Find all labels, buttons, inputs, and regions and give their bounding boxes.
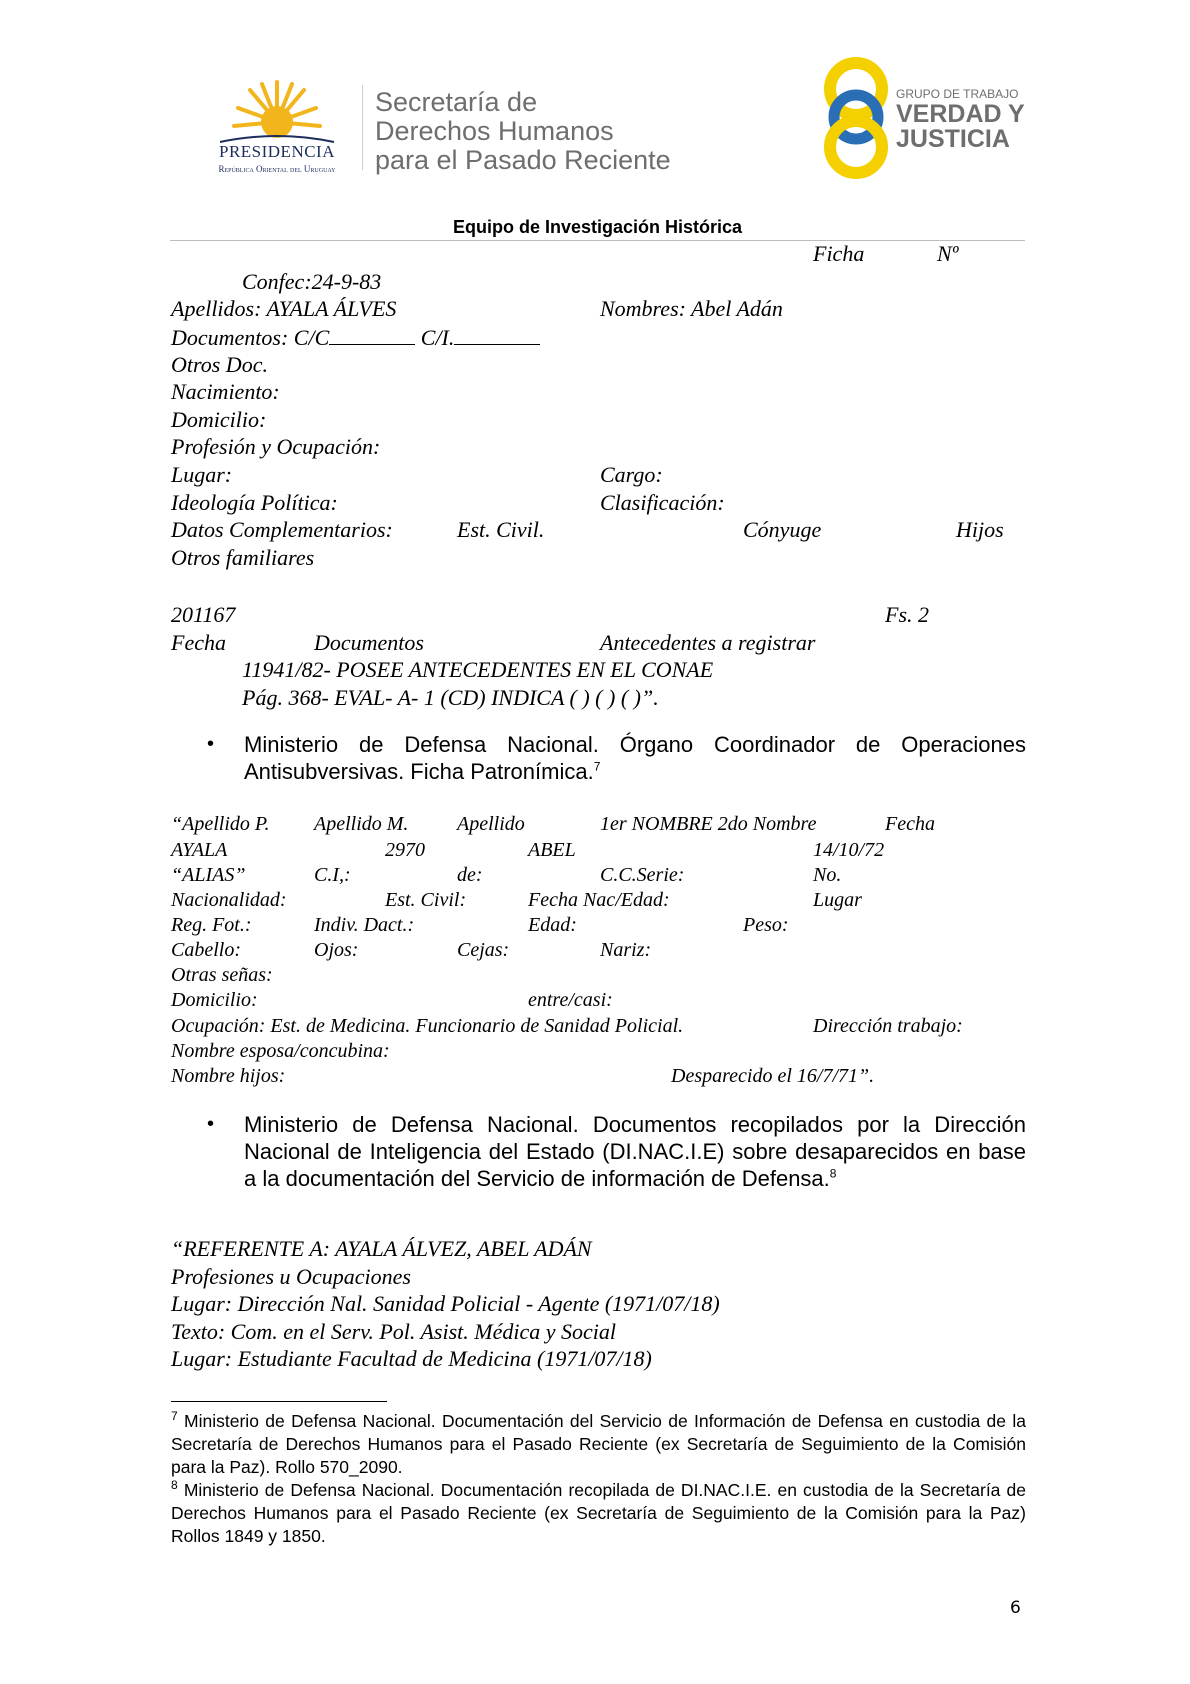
section-title: Equipo de Investigación Histórica — [452, 217, 743, 237]
ficha-number: 201167 — [171, 602, 236, 627]
pat-r1-c1: “Apellido P. — [171, 813, 270, 835]
pat-r9-c2: Dirección trabajo: — [813, 1015, 963, 1037]
footnote-separator — [171, 1401, 387, 1402]
secretaria-logo-text — [375, 88, 671, 175]
pat-r7: Otras señas: — [171, 964, 273, 986]
pat-r2-c3: ABEL — [528, 839, 576, 861]
footnote-8-number: 8 — [171, 1478, 178, 1493]
grupo-line-1: GRUPO DE TRABAJO — [896, 87, 1019, 101]
cargo-line: Cargo: — [600, 462, 663, 487]
bullet-1 — [244, 731, 1026, 785]
header-rule — [170, 240, 1025, 241]
documentos-cc-label: Documentos: C/C — [171, 325, 330, 350]
fs-label: Fs. 2 — [885, 602, 929, 627]
bullet-2-text: Ministerio de Defensa Nacional. Documentos recopilados por la Dirección Nacional de Inteligencia del Estado (DI.NAC.I.E) sobre desaparecidos en base a la documentación del Servicio de información de Defensa. — [244, 1112, 1026, 1191]
pat-r1-c5: Fecha — [885, 813, 935, 835]
referente-line-3: Lugar: Dirección Nal. Sanidad Policial - Agente (1971/07/18) — [171, 1291, 720, 1316]
profesion-line: Profesión y Ocupación: — [171, 434, 381, 459]
presidencia-text: PRESIDENCIA — [218, 142, 335, 161]
secretaria-line-1: Secretaría de — [375, 87, 538, 117]
pat-r3-c4: C.C.Serie: — [600, 864, 685, 886]
domicilio-line: Domicilio: — [171, 407, 267, 432]
clasificacion-line: Clasificación: — [600, 490, 725, 515]
verdad-justicia-logo — [820, 55, 1030, 180]
pat-r5-c2: Indiv. Dact.: — [314, 914, 415, 936]
pat-r5-c1: Reg. Fot.: — [171, 914, 252, 936]
footnote-7 — [171, 1410, 1026, 1479]
pat-r6-c1: Cabello: — [171, 939, 241, 961]
secretaria-line-3: para el Pasado Reciente — [375, 145, 671, 175]
republica-text: República Oriental del Uruguay — [218, 164, 336, 174]
bullet-dot-2: • — [207, 1113, 215, 1135]
otros-familiares-line: Otros familiares — [171, 545, 315, 570]
est-civil-label: Est. Civil. — [457, 517, 545, 542]
pat-r6-c2: Ojos: — [314, 939, 359, 961]
pat-r10: Nombre esposa/concubina: — [171, 1040, 390, 1062]
grupo-line-2: VERDAD Y — [896, 100, 1025, 128]
otros-doc-line: Otros Doc. — [171, 352, 268, 377]
referente-line-4: Texto: Com. en el Serv. Pol. Asist. Médica y Social — [171, 1319, 617, 1344]
documentos-line — [171, 324, 540, 351]
pat-r1-c2: Apellido M. — [314, 813, 409, 835]
bullet-2 — [244, 1111, 1026, 1192]
documentos-col-label: Documentos — [314, 630, 424, 655]
conyuge-label: Cónyuge — [743, 517, 822, 542]
nacimiento-line: Nacimiento: — [171, 379, 280, 404]
referente-line-5: Lugar: Estudiante Facultad de Medicina (1971/07/18) — [171, 1346, 652, 1371]
pat-r2-c4: 14/10/72 — [813, 839, 885, 861]
pat-r11-c1: Nombre hijos: — [171, 1065, 286, 1087]
footnote-ref-8: 8 — [829, 1166, 837, 1181]
pat-r2-c2: 2970 — [385, 839, 425, 861]
bullet-dot-1: • — [207, 733, 215, 755]
footnote-7-text: Ministerio de Defensa Nacional. Documentación del Servicio de Información de Defensa en custodia de la Secretaría de Derechos Humanos para el Pasado Reciente (ex Secretaría de Seguimiento de la Comisión para la Paz). Rollo 570_2090. — [171, 1411, 1026, 1477]
pat-r3-c3: de: — [457, 864, 483, 886]
pat-r5-c4: Peso: — [743, 914, 789, 936]
referente-line-2: Profesiones u Ocupaciones — [171, 1264, 411, 1289]
antecedente-entry-2: Pág. 368- EVAL- A- 1 (CD) INDICA ( ) ( ) ( )”. — [242, 685, 659, 710]
logo-divider — [362, 85, 363, 170]
ficha-label: Ficha — [813, 241, 865, 266]
pat-r4-c1: Nacionalidad: — [171, 889, 287, 911]
referente-line-1: “REFERENTE A: AYALA ÁLVEZ, ABEL ADÁN — [171, 1236, 592, 1261]
hijos-label: Hijos — [956, 517, 1004, 542]
antecedente-entry-1: 11941/82- POSEE ANTECEDENTES EN EL CONAE — [242, 657, 714, 682]
ci-blank — [454, 324, 540, 345]
pat-r1-c3: Apellido — [457, 813, 525, 835]
grupo-line-3: JUSTICIA — [896, 125, 1010, 153]
pat-r4-c2: Est. Civil: — [385, 889, 467, 911]
lugar-line: Lugar: — [171, 462, 233, 487]
footnote-ref-7: 7 — [593, 759, 601, 774]
pat-r9-c1: Ocupación: Est. de Medicina. Funcionario de Sanidad Policial. — [171, 1015, 684, 1037]
pat-r3-c1: “ALIAS” — [171, 864, 246, 886]
pat-r8-c1: Domicilio: — [171, 989, 258, 1011]
bullet-1-text: Ministerio de Defensa Nacional. Órgano Coordinador de Operaciones Antisubversivas. Ficha Patronímica. — [244, 732, 1026, 784]
pat-r1-c4: 1er NOMBRE 2do Nombre — [600, 813, 817, 835]
pat-r11-c2: Desparecido el 16/7/71”. — [671, 1065, 875, 1087]
datos-comp-line: Datos Complementarios: — [171, 517, 393, 542]
antecedentes-col-label: Antecedentes a registrar — [600, 630, 816, 655]
pat-r8-c2: entre/casi: — [528, 989, 613, 1011]
footnote-7-number: 7 — [171, 1409, 178, 1424]
intertwined-rings-icon — [820, 55, 892, 180]
pat-r6-c3: Cejas: — [457, 939, 510, 961]
apellidos-line: Apellidos: AYALA ÁLVES — [171, 296, 397, 321]
nombres-line: Nombres: Abel Adán — [600, 296, 783, 321]
documentos-ci-label: C/I. — [420, 325, 455, 350]
page-number: 6 — [1010, 1598, 1021, 1618]
presidencia-logo — [190, 80, 360, 180]
sun-emblem-icon — [190, 80, 360, 150]
pat-r3-c2: C.I,: — [314, 864, 351, 886]
pat-r4-c3: Fecha Nac/Edad: — [528, 889, 670, 911]
cc-blank — [329, 324, 415, 345]
numero-label: Nº — [937, 241, 959, 266]
footnote-8-text: Ministerio de Defensa Nacional. Documentación recopilada de DI.NAC.I.E. en custodia de la Secretaría de Derechos Humanos para el Pasado Reciente (ex Secretaría de Seguimiento de la Comisión para la Paz) Rollos 1849 y 1850. — [171, 1480, 1026, 1546]
ideologia-line: Ideología Política: — [171, 490, 338, 515]
pat-r4-c4: Lugar — [813, 889, 862, 911]
footnote-8 — [171, 1479, 1026, 1548]
pat-r6-c4: Nariz: — [600, 939, 652, 961]
secretaria-line-2: Derechos Humanos — [375, 116, 614, 146]
pat-r3-c5: No. — [813, 864, 842, 886]
pat-r2-c1: AYALA — [171, 839, 228, 861]
confec-line: Confec:24-9-83 — [242, 269, 382, 294]
pat-r5-c3: Edad: — [528, 914, 577, 936]
fecha-col-label: Fecha — [171, 630, 226, 655]
